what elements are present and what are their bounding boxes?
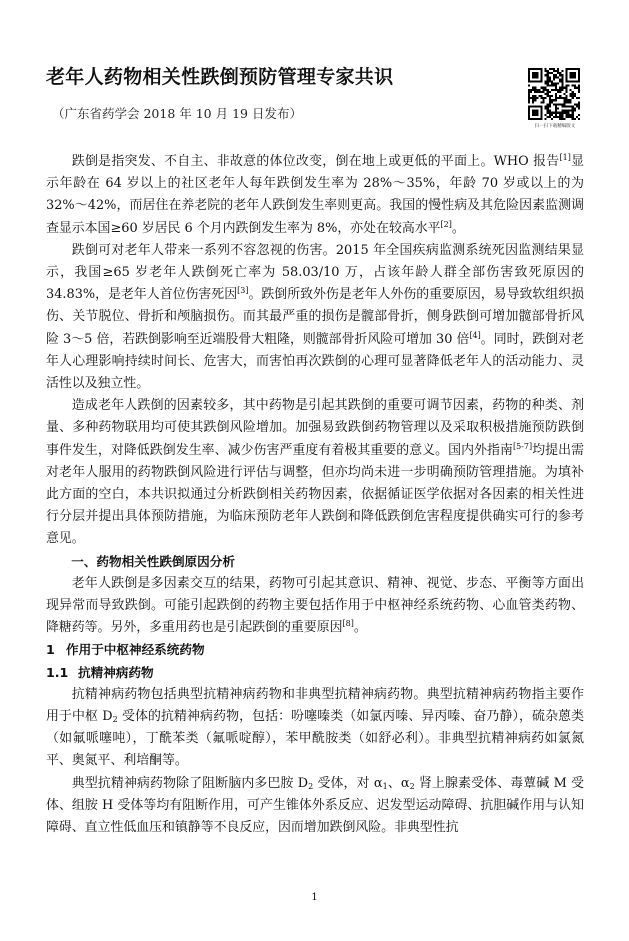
paragraph-3: 造成老年人跌倒的因素较多，其中药物是引起其跌倒的重要可调节因素，药物的种类、剂量、多种药物联用均可使其跌倒风险增加。加强易致跌倒药物管理以及采取积极措施预防跌倒事件发生，对降低跌倒发生率、减少伤害严重度有着极其重要的意义。国内外指南[5-7]均提出需对老年人服用的药物跌倒风险进行评估与调整，但亦均尚未进一步明确预防管理措施。为填补此方面的空白，本共识拟通过分析跌倒相关药物因素，依据循证医学依据对各因素的相关性进行分层并提出具体预防措施，为临床预防老年人跌倒和降低跌倒危害程度提供确实可行的参考意见。 bbox=[46, 398, 585, 547]
heading-number: 1.1 bbox=[46, 664, 69, 680]
citation-link[interactable]: [4] bbox=[469, 330, 481, 340]
paragraph-2: 跌倒可对老年人带来一系列不容忽视的伤害。2015 年全国疾病监测系统死因监测结果显示，我国≥65 岁老年人跌倒死亡率为 58.03/10 万，占该年龄人群全部伤害致死原因的 34.83%，是老年人首位伤害死因[3]。跌倒所致外伤是老年人外伤的重要原因，易导致软组织损伤、关节脱位、骨折和颅脑损伤。而其最严重的损伤是髋部骨折，侧身跌倒可增加髋部骨折风险 3～5 倍，若跌倒影响至近端股骨大粗隆，则髋部骨折风险可增加 30 倍[4]。同时，跌倒对老年人心理影响持续时间长、危害大，而害怕再次跌倒的心理可显著降低老年人的活动能力、灵活性以及独立性。 bbox=[46, 242, 585, 392]
heading-number: 1 bbox=[46, 642, 55, 658]
citation-link[interactable]: [2] bbox=[440, 219, 452, 229]
paragraph-6: 典型抗精神病药物除了阻断脑内多巴胺 $D_2$ 受体，对 $\alpha_1$、$\alpha_2$ 肾上腺素受体、毒蕈碱 M 受体、组胺 H 受体等均有阻断作用，可产生锥体外系反应、迟发型运动障碍、抗胆碱作用与认知障碍、直立性低血压和镇静等不良反应，因而增加跌倒风险。非典型性抗 bbox=[46, 775, 584, 836]
qr-code-icon[interactable] bbox=[528, 68, 580, 120]
citation-link[interactable]: [3] bbox=[237, 286, 249, 296]
document-subtitle: （广东省药学会 2018 年 10 月 19 日发布） bbox=[52, 106, 302, 121]
paragraph-5: 抗精神病药物包括典型抗精神病药物和非典型抗精神病药物。典型抗精神病药物指主要作用于中枢 $D_2$ 受体的抗精神病药物，包括：吩噻嗪类（如氯丙嗪、异丙嗪、奋乃静），硫杂蒽类（如氟哌噻吨），丁酰苯类（氟哌啶醇），苯甲酰胺类（如舒必利）。非典型抗精神病药如氯氮平、奥氮平、利培酮等。 bbox=[46, 686, 584, 769]
qr-caption: 扫一扫下载精编版文 bbox=[534, 124, 576, 129]
document-title: 老年人药物相关性跌倒预防管理专家共识 bbox=[46, 66, 394, 88]
paragraph-4: 老年人跌倒是多因素交互的结果，药物可引起其意识、精神、视觉、步态、平衡等方面出现异常而导致跌倒。可能引起跌倒的药物主要包括作用于中枢神经系统药物、心血管类药物、降糖药等。另外，多重用药也是引起跌倒的重要原因[8]。 bbox=[46, 575, 584, 636]
heading-level-2 bbox=[46, 662, 584, 684]
section-heading: 一、药物相关性跌倒原因分析 bbox=[71, 553, 235, 569]
heading-label: 作用于中枢神经系统药物 bbox=[66, 642, 205, 658]
citation-link[interactable]: [8] bbox=[342, 619, 354, 629]
body-text bbox=[46, 151, 584, 839]
page-number: 1 bbox=[311, 892, 318, 903]
heading-level-1 bbox=[46, 639, 584, 661]
paragraph-1: 跌倒是指突发、不自主、非故意的体位改变，倒在地上或更低的平面上。WHO 报告[1]显示年龄在 64 岁以上的社区老年人每年跌倒发生率为 28%～35%，年龄 70 岁或以上的为 32%～42%，而居住在养老院的老年人跌倒发生率则更高。我国的慢性病及其危险因素监测调查显示本国≥60 岁居民 6 个月内跌倒发生率为 8%，亦处在较高水平[2]。 bbox=[46, 153, 585, 236]
citation-link[interactable]: [5-7] bbox=[513, 441, 533, 451]
heading-label: 抗精神病药物 bbox=[78, 664, 154, 680]
citation-link[interactable]: [1] bbox=[559, 153, 571, 162]
